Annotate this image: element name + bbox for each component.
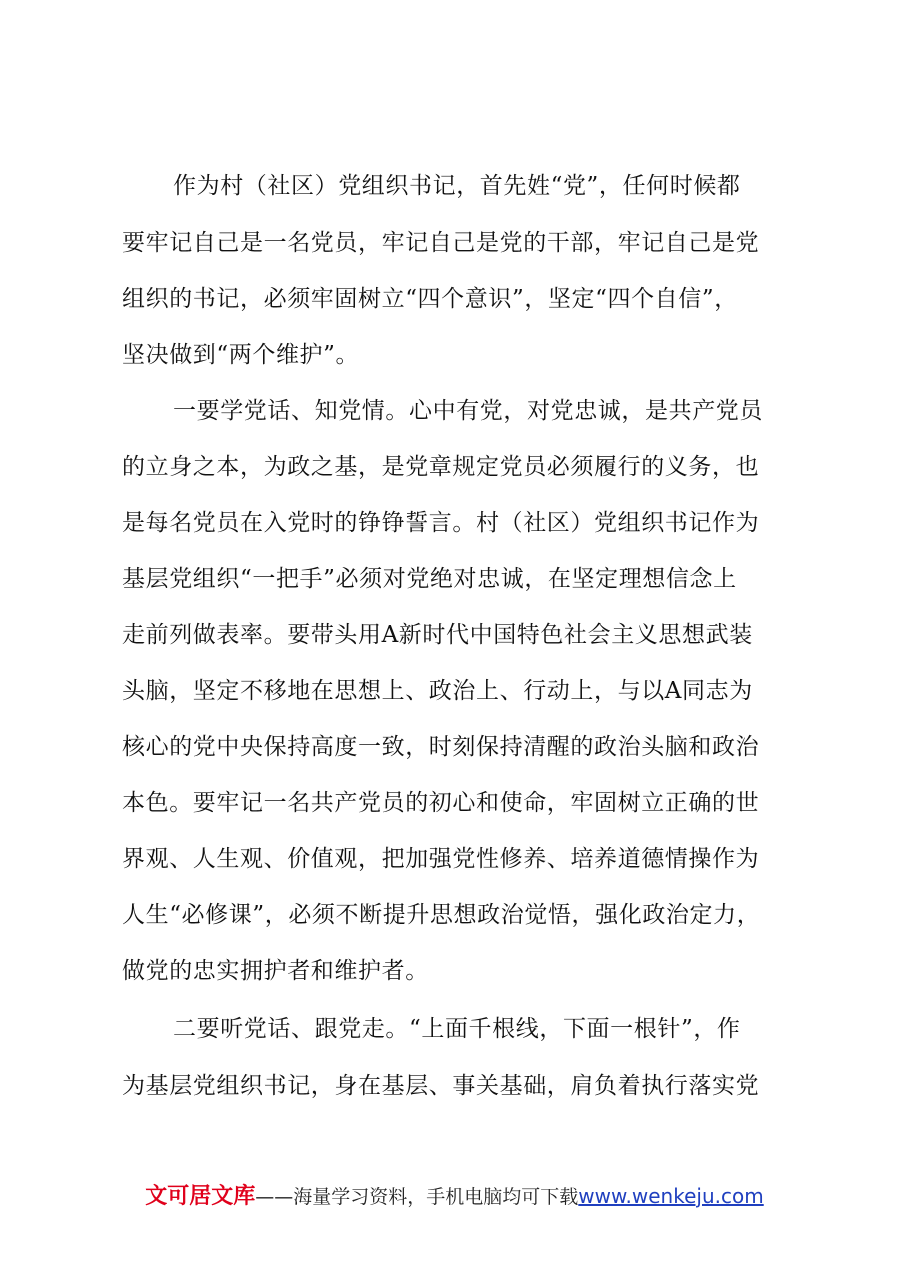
body-text-line: 要牢记自己是一名党员，牢记自己是党的干部，牢记自己是党	[122, 230, 760, 256]
body-text-line: 坚决做到“两个维护”。	[122, 342, 360, 368]
footer	[0, 1181, 909, 1212]
body-text-line: 作为村（社区）党组织书记，首先姓“党”，任何时候都	[173, 173, 741, 199]
body-text-line: 核心的党中央保持高度一致，时刻保持清醒的政治头脑和政治	[122, 734, 760, 760]
body-text-line: 本色。要牢记一名共产党员的初心和使命，牢固树立正确的世	[122, 790, 760, 816]
body-text-line: 做党的忠实拥护者和维护者。	[122, 958, 429, 984]
footer-slogan: 海量学习资料，手机电脑均可下载	[293, 1186, 579, 1208]
footer-dash: ——	[255, 1186, 294, 1208]
body-text-line: 二要听党话、跟党走。“上面千根线，下面一根针”，作	[173, 1016, 741, 1042]
body-text-line: 头脑，坚定不移地在思想上、政治上、行动上，与以A同志为	[122, 678, 753, 704]
body-text-line: 的立身之本，为政之基，是党章规定党员必须履行的义务，也	[122, 454, 760, 480]
footer-website-link[interactable]: www.wenkeju.com	[578, 1184, 764, 1208]
body-text-line: 基层党组织“一把手”必须对党绝对忠诚，在坚定理想信念上	[122, 566, 737, 592]
body-text-line: 为基层党组织书记，身在基层、事关基础，肩负着执行落实党	[122, 1073, 760, 1099]
body-text-line: 组织的书记，必须牢固树立“四个意识”，坚定“四个自信”，	[122, 286, 738, 312]
body-text-line: 一要学党话、知党情。心中有党，对党忠诚，是共产党员	[173, 398, 763, 424]
body-text-line: 走前列做表率。要带头用A新时代中国特色社会主义思想武装	[122, 622, 753, 648]
body-text-line: 是每名党员在入党时的铮铮誓言。村（社区）党组织书记作为	[122, 510, 760, 536]
footer-brand: 文可居文库	[145, 1184, 256, 1209]
body-text-line: 人生“必修课”，必须不断提升思想政治觉悟，强化政治定力，	[122, 902, 761, 928]
body-text-line: 界观、人生观、价值观，把加强党性修养、培养道德情操作为	[122, 846, 760, 872]
